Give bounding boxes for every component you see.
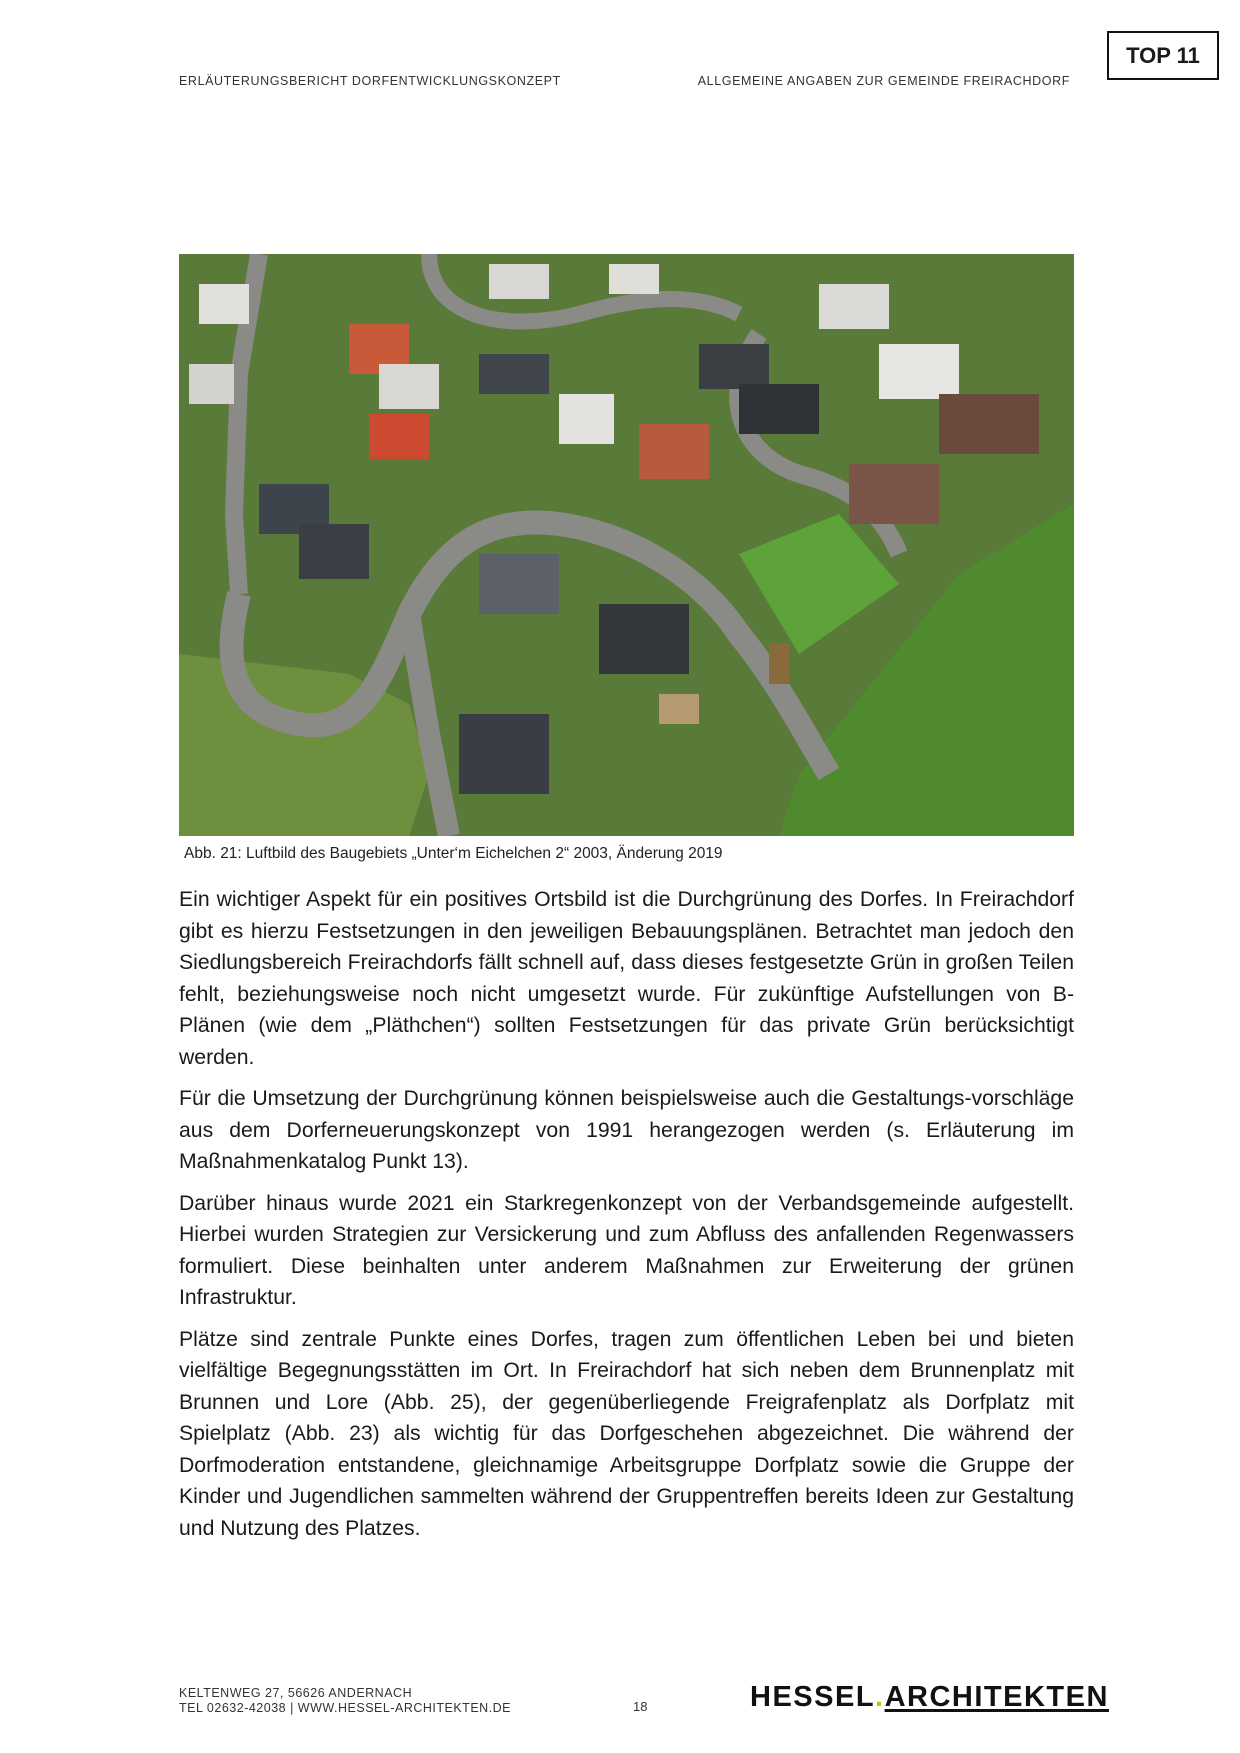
logo-text-architekten: ARCHITEKTEN [884,1681,1109,1713]
footer-contact-line: TEL 02632-42038 | WWW.HESSEL-ARCHITEKTEN.DE [179,1701,512,1715]
body-text [179,884,1074,1554]
aerial-photo [179,254,1074,836]
footer-address [179,1686,511,1716]
page-number: 18 [633,1699,648,1714]
paragraph: Für die Umsetzung der Durchgrünung können beispielsweise auch die Gestaltungs-vorschläge aus dem Dorferneuerungskonzept von 1991 herangezogen werden (s. Erläuterung im Maßnahmenkatalog Punkt 13). [179,1087,1074,1173]
agenda-badge: TOP 11 [1107,31,1219,80]
running-header-right: ALLGEMEINE ANGABEN ZUR GEMEINDE FREIRACHDORF [697,74,1070,88]
figure-caption: Abb. 21: Luftbild des Baugebiets „Unter‘m Eichelchen 2“ 2003, Änderung 2019 [184,845,723,862]
paragraph: Ein wichtiger Aspekt für ein positives Ortsbild ist die Durchgrünung des Dorfes. In Freirachdorf gibt es hierzu Festsetzungen in den jeweiligen Bebauungsplänen. Betrachtet man jedoch den Siedlungsbereich Freirachdorfs fällt schnell auf, dass dieses festgesetzte Grün in großen Teilen fehlt, beziehungsweise noch nicht umgesetzt wurde. Für zukünftige Aufstellungen von B-Plänen (wie dem „Pläthchen“) sollten Festsetzungen für das private Grün berücksichtigt werden. [179,888,1074,1069]
running-header-left: ERLÄUTERUNGSBERICHT DORFENTWICKLUNGSKONZEPT [179,74,561,88]
footer-address-line: KELTENWEG 27, 56626 ANDERNACH [179,1686,413,1700]
logo-text-hessel: HESSEL [750,1681,876,1713]
company-logo [750,1681,1109,1714]
paragraph: Plätze sind zentrale Punkte eines Dorfes, tragen zum öffentlichen Leben bei und bieten vielfältige Begegnungsstätten im Ort. In Freirachdorf hat sich neben dem Brunnenplatz mit Brunnen und Lore (Abb. 25), der gegenüberliegende Freigrafenplatz als Dorfplatz mit Spielplatz (Abb. 23) als wichtig für das Dorfgeschehen abgezeichnet. Die während der Dorfmoderation entstandene, gleichnamige Arbeitsgruppe Dorfplatz sowie die Gruppe der Kinder und Jugendlichen sammelten während der Gruppentreffen bereits Ideen zur Gestaltung und Nutzung des Platzes. [179,1327,1074,1540]
paragraph: Darüber hinaus wurde 2021 ein Starkregenkonzept von der Verbandsgemeinde aufgestellt. Hierbei wurden Strategien zur Versickerung und zum Abfluss des anfallenden Regenwassers formuliert. Diese beinhalten unter anderem Maßnahmen zur Erweiterung der grünen Infrastruktur. [179,1191,1074,1309]
logo-dot: . [875,1681,885,1713]
